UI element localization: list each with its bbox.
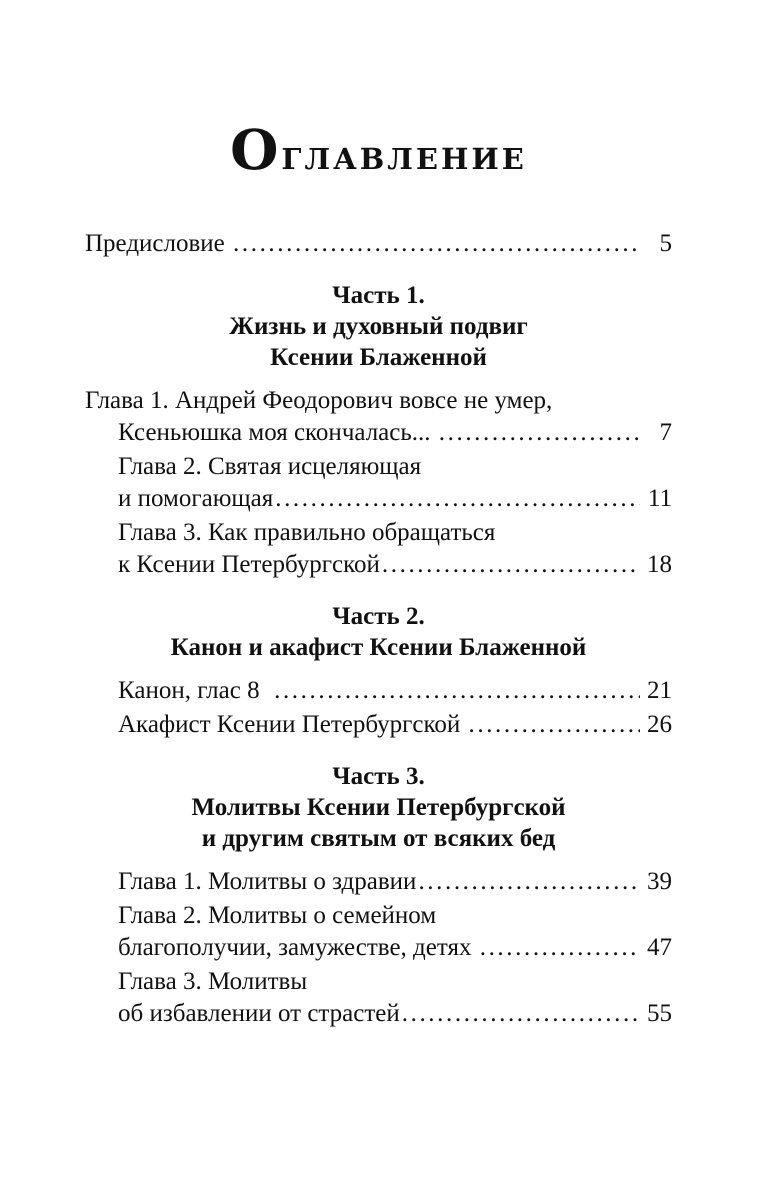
dot-leader bbox=[382, 549, 640, 581]
toc-entry-text: к Ксении Петербургской bbox=[118, 551, 380, 578]
dot-leader bbox=[480, 932, 640, 964]
dot-leader bbox=[439, 417, 640, 449]
page-number: 21 bbox=[647, 677, 672, 704]
toc-entry-line bbox=[85, 385, 672, 417]
part-heading-3 bbox=[85, 761, 672, 854]
toc-entry-text: Глава 1. Молитвы о здравии bbox=[118, 868, 417, 895]
part-heading-line: Часть 2. bbox=[332, 603, 425, 630]
page-number: 5 bbox=[659, 230, 672, 257]
page-number: 18 bbox=[647, 551, 672, 578]
page-number: 26 bbox=[647, 711, 672, 738]
toc-entry-line bbox=[85, 966, 672, 998]
toc-entry-line bbox=[85, 517, 672, 549]
toc-entry-text: Канон, глас 8 bbox=[118, 677, 273, 704]
page-number: 11 bbox=[647, 485, 672, 512]
toc-entry-akafist bbox=[85, 709, 672, 741]
toc-entry-text: благополучии, замужестве, детях bbox=[118, 934, 478, 961]
toc-entry-line bbox=[85, 483, 672, 515]
part-heading-line: Жизнь и духовный подвиг bbox=[229, 313, 528, 340]
part-heading-line: и другим святым от всяких бед bbox=[201, 825, 556, 852]
toc-entry-preface bbox=[85, 228, 672, 260]
toc-entry-line bbox=[85, 866, 672, 898]
toc-entry-line bbox=[85, 932, 672, 964]
dot-leader bbox=[275, 483, 640, 515]
toc-entry-text: и помогающая bbox=[118, 485, 274, 512]
toc-entry-text: Глава 2. Святая исцеляющая bbox=[118, 453, 422, 480]
part-heading-2 bbox=[85, 601, 672, 663]
part-heading-line: Молитвы Ксении Петербургской bbox=[191, 794, 566, 821]
toc-entry-part1-ch3 bbox=[85, 517, 672, 581]
toc-entry-line bbox=[85, 228, 672, 260]
toc-entry-line bbox=[85, 998, 672, 1030]
toc-entry-text: об избавлении от страстей bbox=[118, 1000, 400, 1027]
toc-entry-part3-ch2 bbox=[85, 900, 672, 964]
dot-leader bbox=[469, 709, 641, 741]
page-number: 55 bbox=[647, 1000, 672, 1027]
part-heading-1 bbox=[85, 280, 672, 373]
toc-entry-kanon bbox=[85, 675, 672, 707]
toc-entry-text: Глава 1. Андрей Феодорович вовсе не умер, bbox=[85, 387, 553, 414]
toc-entry-text: Глава 2. Молитвы о семейном bbox=[118, 902, 437, 929]
toc-entry-text: Глава 3. Молитвы bbox=[118, 968, 308, 995]
toc-entry-text: Акафист Ксении Петербургской bbox=[118, 711, 467, 738]
toc-entry-line bbox=[85, 709, 672, 741]
page-number: 7 bbox=[659, 419, 672, 446]
toc-entry-text: Ксеньюшка моя скончалась... bbox=[118, 419, 437, 446]
dot-leader bbox=[274, 675, 640, 707]
toc-entry-line bbox=[85, 417, 672, 449]
toc-entry-part3-ch3 bbox=[85, 966, 672, 1030]
dot-leader bbox=[418, 866, 640, 898]
page-title: Оглавление bbox=[230, 118, 527, 183]
toc-entry-part3-ch1 bbox=[85, 866, 672, 898]
toc-entry-text: Предисловие bbox=[85, 230, 232, 257]
toc-entry-text: Глава 3. Как правильно обращаться bbox=[118, 519, 496, 546]
toc-entry-line bbox=[85, 675, 672, 707]
toc-entry-part1-ch1 bbox=[85, 385, 672, 449]
page-number: 39 bbox=[647, 868, 672, 895]
toc-entry-line bbox=[85, 451, 672, 483]
part-heading-line: Канон и акафист Ксении Блаженной bbox=[170, 634, 587, 661]
toc-entry-part1-ch2 bbox=[85, 451, 672, 515]
part-heading-line: Ксении Блаженной bbox=[270, 344, 487, 371]
toc-list bbox=[85, 228, 672, 1030]
toc-entry-line bbox=[85, 549, 672, 581]
dot-leader bbox=[233, 228, 640, 260]
toc-entry-line bbox=[85, 900, 672, 932]
dot-leader bbox=[402, 998, 640, 1030]
page-number: 47 bbox=[647, 934, 672, 961]
part-heading-line: Часть 1. bbox=[332, 282, 425, 309]
part-heading-line: Часть 3. bbox=[332, 763, 425, 790]
